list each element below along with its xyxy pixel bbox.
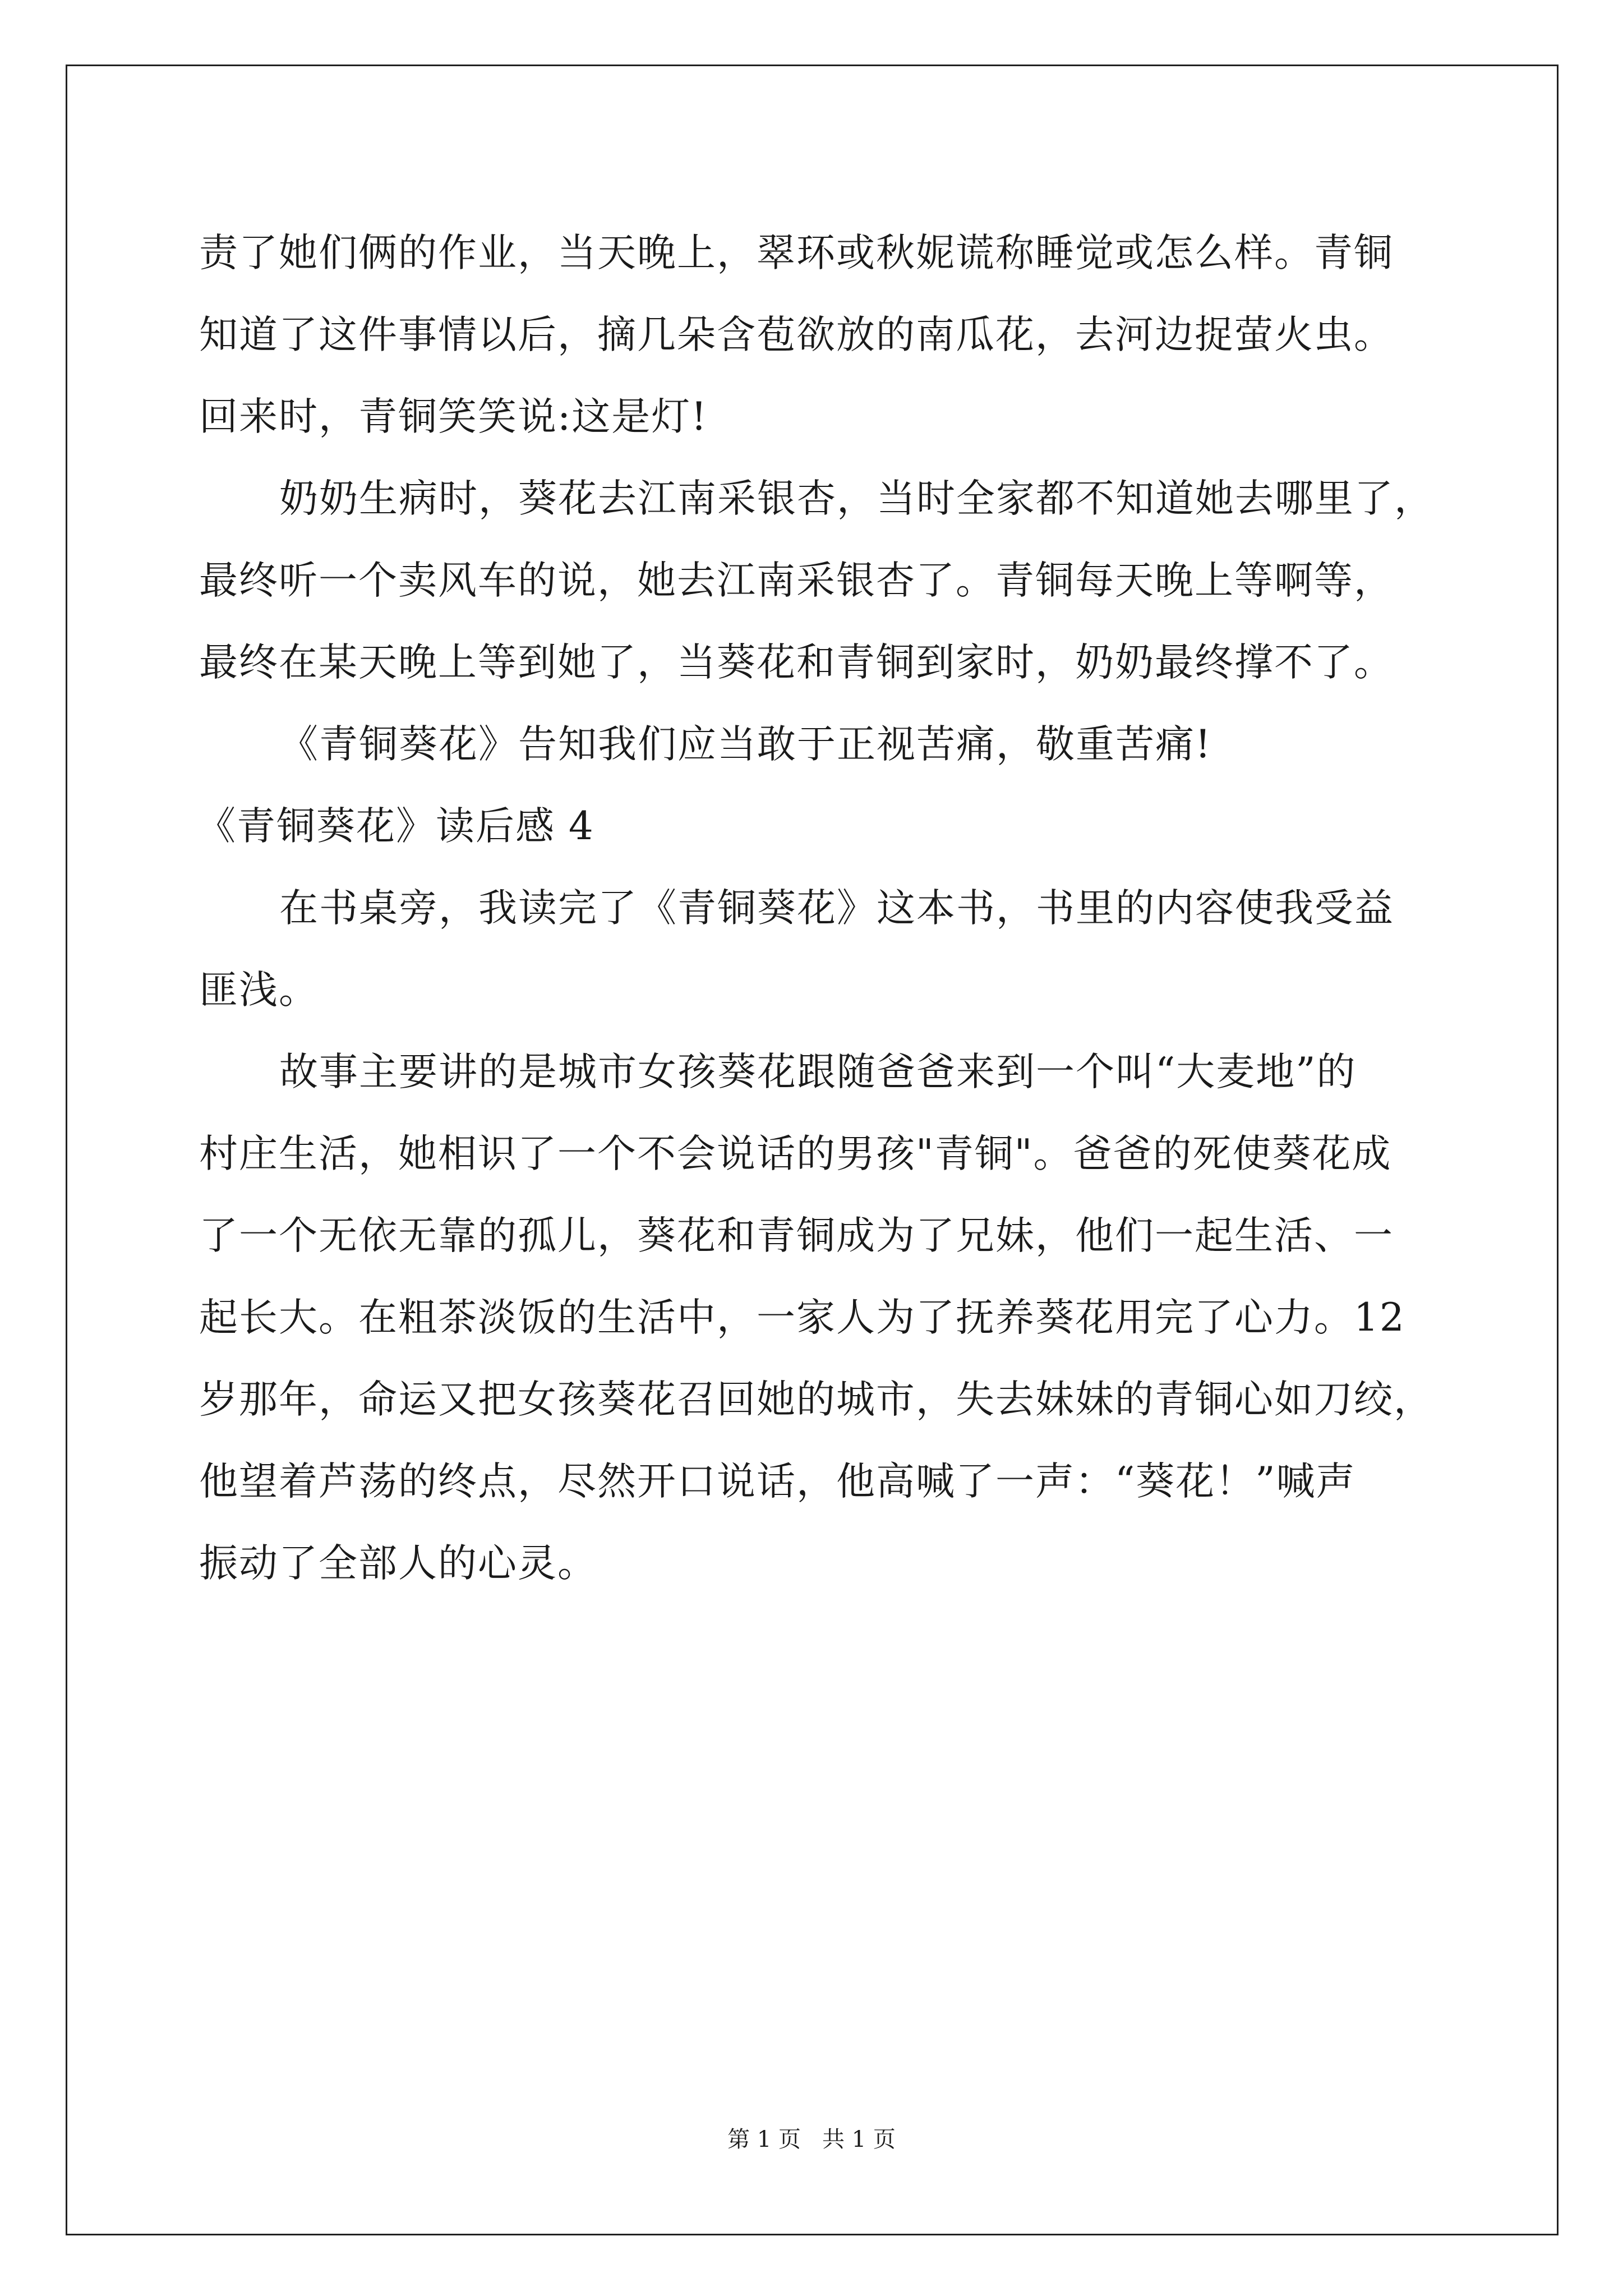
- text-line: 知道了这件事情以后，摘几朵含苞欲放的南瓜花，去河边捉萤火虫。: [199, 312, 1394, 357]
- text-line: 责了她们俩的作业，当天晚上，翠环或秋妮谎称睡觉或怎么样。青铜: [199, 231, 1394, 275]
- document-body: [199, 212, 1450, 1604]
- text-line: 匪浅。: [199, 968, 319, 1013]
- page-total: 共 1 页: [822, 2127, 896, 2152]
- text-line: 起长大。在粗茶淡饭的生活中，一家人为了抚养葵花用完了心力。12: [199, 1295, 1405, 1340]
- text-line: 振动了全部人的心灵。: [199, 1541, 597, 1586]
- text-line: 他望着芦荡的终点，尽然开口说话，他高喊了一声：“葵花！”喊声: [199, 1459, 1356, 1504]
- paragraph-start: 《青铜葵花》告知我们应当敢于正视苦痛，敬重苦痛!: [279, 722, 1212, 767]
- paragraph-start: 在书桌旁，我读完了《青铜葵花》这本书，书里的内容使我受益: [279, 886, 1394, 931]
- section-heading: 《青铜葵花》读后感 4: [197, 804, 594, 849]
- text-line: 最终听一个卖风车的说，她去江南采银杏了。青铜每天晚上等啊等，: [199, 558, 1394, 603]
- text-line: 最终在某天晚上等到她了，当葵花和青铜到家时，奶奶最终撑不了。: [199, 640, 1394, 685]
- text-line: 了一个无依无靠的孤儿，葵花和青铜成为了兄妹，他们一起生活、一: [199, 1213, 1394, 1258]
- paragraph-start: 奶奶生病时，葵花去江南采银杏，当时全家都不知道她去哪里了，: [279, 476, 1434, 521]
- paragraph-start: 故事主要讲的是城市女孩葵花跟随爸爸来到一个叫“大麦地”的: [279, 1050, 1357, 1094]
- page-number: 第 1 页: [727, 2127, 801, 2152]
- text-line: 回来时，青铜笑笑说:这是灯!: [199, 394, 708, 439]
- page-footer: [0, 2122, 1623, 2154]
- text-line: 岁那年，命运又把女孩葵花召回她的城市，失去妹妹的青铜心如刀绞，: [199, 1377, 1433, 1422]
- text-line: 村庄生活，她相识了一个不会说话的男孩"青铜"。爸爸的死使葵花成: [199, 1131, 1392, 1176]
